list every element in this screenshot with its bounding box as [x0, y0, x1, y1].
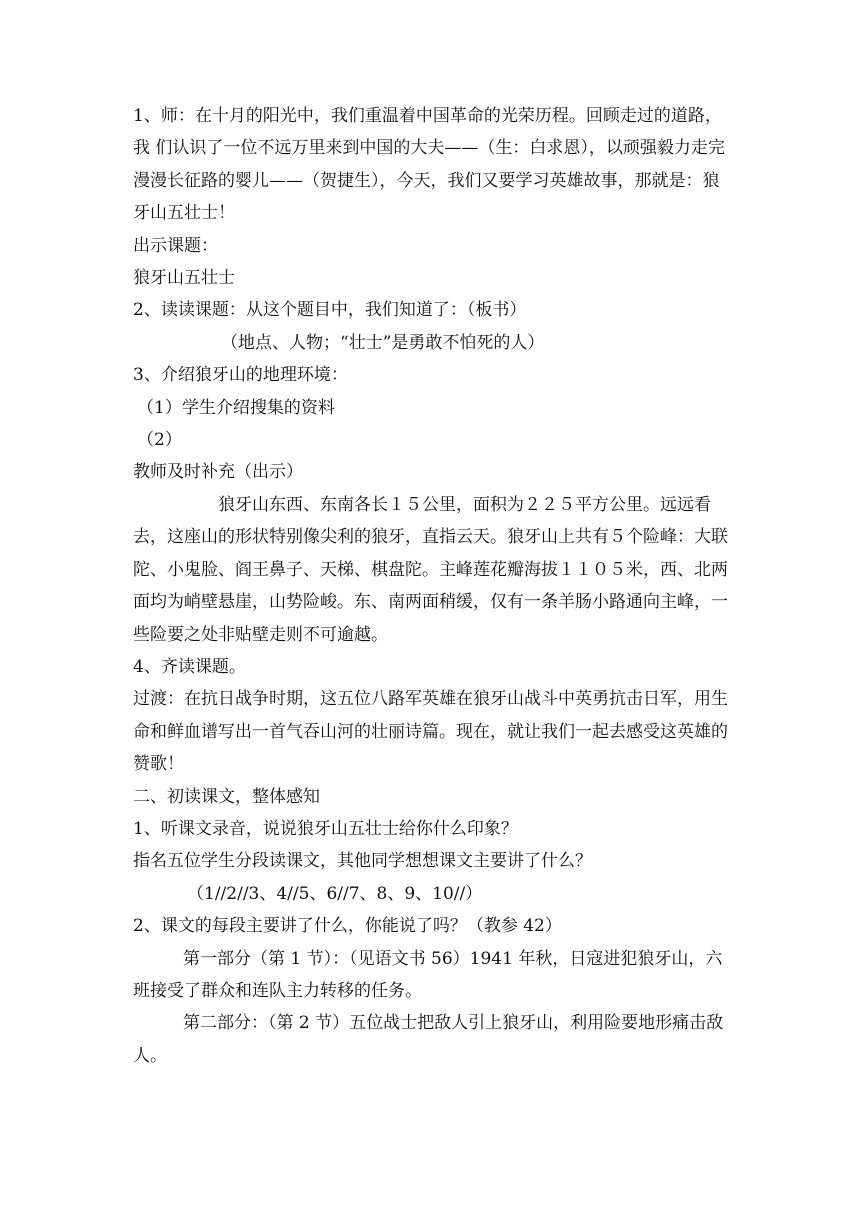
paragraph-teacher-supplement: 教师及时补充（出示）: [133, 462, 303, 483]
paragraph-item-1: （1）学生介绍搜集的资料: [137, 397, 335, 418]
paragraph-part-two: 第二部分：（第 2 节）五位战士把敌人引上狼牙山，利用险要地形痛击敌人。: [133, 1013, 724, 1066]
paragraph-lesson-title: 狼牙山五壮士: [133, 268, 235, 289]
section-heading-first-reading: 二、初读课文，整体感知: [133, 786, 320, 807]
paragraph-segment-division: （1//2//3、4//5、6//7、8、9、10//）: [187, 883, 483, 904]
paragraph-each-section: 2、课文的每段主要讲了什么，你能说了吗？（教参 42）: [133, 916, 562, 937]
paragraph-item-2: （2）: [137, 430, 182, 451]
paragraph-board-note: （地点、人物；“壮士”是勇敢不怕死的人）: [221, 332, 545, 353]
paragraph-listen-recording: 1、听课文录音，说说狼牙山五壮士给你什么印象？: [133, 818, 518, 839]
paragraph-show-title: 出示课题：: [133, 235, 218, 256]
document-page: [133, 100, 733, 1072]
paragraph-read-title: 2、读读课题：从这个题目中，我们知道了：（板书）: [133, 300, 527, 321]
paragraph-student-reading: 指名五位学生分段读课文，其他同学想想课文主要讲了什么？: [133, 851, 592, 872]
paragraph-geography-heading: 3、介绍狼牙山的地理环境：: [133, 365, 348, 386]
paragraph-transition: 过渡：在抗日战争时期，这五位八路军英雄在狼牙山战斗中英勇抗击日军，用生命和鲜血谱写出一首气吞山河的壮丽诗篇。现在，就让我们一起去感受这英雄的赞歌！: [133, 689, 728, 775]
paragraph-teacher-intro: 1、师：在十月的阳光中，我们重温着中国革命的光荣历程。回顾走过的道路，我 们认识了一位不远万里来到中国的大夫——（生：白求恩），以顽强毅力走完漫漫长征路的婴儿——（贺捷生），今天，我们又要学习英雄故事，那就是：狼牙山五壮士！: [133, 106, 725, 224]
paragraph-part-one: 第一部分（第 1 节）：（见语文书 56）1941 年秋，日寇进犯狼牙山，六班接受了群众和连队主力转移的任务。: [133, 948, 723, 1001]
paragraph-mountain-description: 狼牙山东西、东南各长１５公里，面积为２２５平方公里。远远看去，这座山的形状特别像尖利的狼牙，直指云天。狼牙山上共有５个险峰：大联陀、小鬼脸、阎王鼻子、天梯、棋盘陀。主峰莲花瓣海拔１１０５米，西、北两面均为峭壁悬崖，山势险峻。东、南两面稍缓，仅有一条羊肠小路通向主峰，一些险要之处非贴壁走则不可逾越。: [133, 494, 728, 645]
paragraph-read-together: 4、齐读课题。: [133, 656, 246, 677]
